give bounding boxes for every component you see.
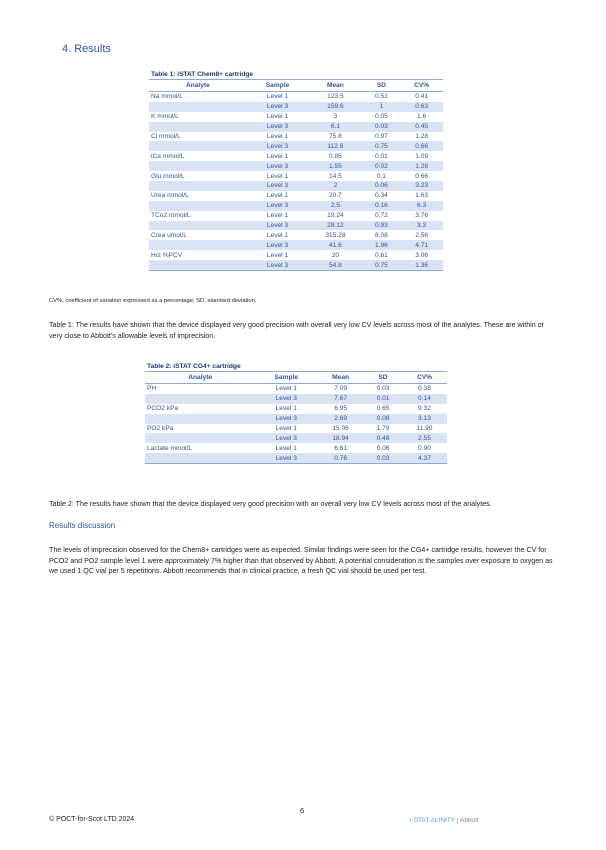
table-cell	[145, 453, 255, 463]
table-caption: Table 2: iSTAT CG4+ cartridge	[145, 363, 447, 372]
table-cell: 20	[331, 251, 340, 259]
table-cell: 1.79	[376, 425, 390, 432]
column-header: SD	[364, 372, 402, 384]
table-row	[149, 92, 443, 102]
table-cell: 3.23	[400, 181, 443, 191]
table-cell	[149, 181, 247, 191]
table-cell: Level 3	[247, 221, 309, 231]
table-cell: Level 3	[247, 201, 309, 211]
column-header: Analyte	[145, 372, 255, 384]
table-cell: Level 1	[275, 425, 297, 432]
table-cell: 0.63	[400, 102, 443, 112]
table-cell: 0.34	[374, 192, 388, 200]
table-cell: 2.69	[317, 414, 364, 424]
table-cell: Level 3	[247, 122, 309, 132]
table-cell: 1.26	[400, 161, 443, 171]
table-cell: 18.94	[317, 433, 364, 443]
table-cell: 7.09	[334, 385, 348, 393]
table-cell: 2.5	[308, 201, 362, 211]
table-cell: 0.51	[374, 93, 388, 101]
table-cell: Level 1	[266, 152, 289, 160]
cg4-results-table	[145, 363, 447, 464]
table-cell: Cl mmol/L	[151, 133, 181, 140]
table-cell: 75.8	[328, 133, 342, 140]
table-cell: 0.03	[376, 385, 390, 393]
table-cell: 0.90	[418, 444, 431, 452]
table-cell: 1	[363, 102, 401, 112]
table-row	[149, 161, 443, 171]
table-cell: Urea mmol/L	[151, 192, 189, 200]
table-cell: 11.90	[416, 425, 433, 432]
table-cell	[145, 394, 255, 404]
table-cell: 1.63	[415, 192, 429, 200]
section-heading: 4. Results	[62, 43, 111, 55]
table-cell: 0.01	[374, 152, 388, 160]
table-cell: 14.5	[328, 172, 342, 180]
column-header: CV%	[400, 80, 443, 92]
table-cell: 2	[308, 181, 362, 191]
table-cell: 9.32	[418, 405, 431, 413]
table-cell: 6.95	[334, 405, 348, 413]
table-cell: Hct %PCV	[151, 251, 183, 259]
table-cell: 0.45	[400, 122, 443, 132]
table-cell: Level 3	[247, 161, 309, 171]
results-discussion-text: The levels of imprecision observed for the Chem8+ cartridges were as expected. Similar findings were seen for the CG4+ cartridge results, however the CV for PCO2 and PO2 sample level 1 were approximately 7% higher than that observed by Abbott. A potential consideration is the samples over exposure to oxygen as we used 1 QC vial per 5 repetitions. Abbott recommends that in clinical practice, a fresh QC vial should be used per test.	[49, 546, 553, 575]
table-row	[149, 132, 443, 142]
table-cell	[149, 201, 247, 211]
table-header-row	[145, 372, 447, 384]
table-cell: 0.75	[363, 141, 401, 151]
table-cell: 0.01	[364, 394, 402, 404]
table-cell: 315.28	[325, 231, 346, 239]
table-cell: K mmol/L	[151, 113, 179, 121]
table-row	[149, 171, 443, 181]
table-cell: 0.41	[415, 93, 429, 101]
table-cell: 0.61	[374, 251, 388, 259]
table-cell: Level 3	[247, 141, 309, 151]
table-row	[145, 394, 447, 404]
table-cell: Level 1	[266, 231, 289, 239]
table1-summary: Table 1: The results have shown that the device displayed very good precision with overall very low CV levels across most of the analytes. These are within or very close to Abbott's allowable levels of imprecision.	[49, 321, 544, 340]
table-header-row	[149, 80, 443, 92]
table-cell: 0.06	[363, 181, 401, 191]
table-cell: Level 3	[247, 260, 309, 270]
table-cell: Glu mmol/L	[151, 172, 185, 180]
table-cell	[149, 141, 247, 151]
column-header: CV%	[402, 372, 447, 384]
column-header: Analyte	[149, 80, 247, 92]
table-cell: Na mmol/L	[151, 93, 183, 101]
column-header: Sample	[255, 372, 317, 384]
table-cell: 6.1	[308, 122, 362, 132]
table-cell: Level 3	[247, 240, 309, 250]
table-cell: PO2 kPa	[147, 425, 174, 432]
table-cell: 0.72	[374, 212, 388, 220]
table-row	[149, 151, 443, 161]
column-header: Sample	[247, 80, 309, 92]
table-row	[149, 211, 443, 221]
table-footnote: CV%, coefficient of variation expressed as a percentage; SD, standard deviation.	[49, 298, 257, 304]
table-cell	[149, 161, 247, 171]
column-header: Mean	[317, 372, 364, 384]
table-row	[149, 191, 443, 201]
table-row	[145, 404, 447, 414]
table-cell: 2.56	[415, 231, 429, 239]
table-cell: iCa mmol/L	[151, 152, 185, 160]
table-cell: 4.37	[402, 453, 447, 463]
table-cell: Level 1	[275, 405, 297, 413]
table-row	[149, 260, 443, 270]
table-cell: 0.76	[317, 453, 364, 463]
results-discussion-heading: Results discussion	[49, 521, 116, 530]
table-cell: 0.16	[363, 201, 401, 211]
table-row	[149, 240, 443, 250]
table-cell: Level 1	[266, 113, 289, 121]
table-cell: Level 3	[247, 102, 309, 112]
table-row	[149, 112, 443, 122]
table-cell: 28.12	[308, 221, 362, 231]
table-cell: 8.08	[374, 231, 388, 239]
table-cell: Lactate mmol/L	[147, 444, 193, 452]
table-cell: 0.97	[374, 133, 388, 140]
table-row	[145, 414, 447, 424]
table-cell: Level 3	[247, 181, 309, 191]
table-cell: 20.7	[328, 192, 342, 200]
table-row	[145, 433, 447, 443]
table2-summary: Table 2: The results have shown that the device displayed very good precision with an overall very low CV levels across most of the analytes.	[49, 500, 492, 508]
table-cell: Level 1	[266, 212, 289, 220]
table-cell: 1.09	[415, 152, 429, 160]
table-row	[149, 122, 443, 132]
table-cell: 1.36	[400, 260, 443, 270]
table-cell: 0.02	[363, 161, 401, 171]
table-cell: 1.55	[308, 161, 362, 171]
table-cell: 7.67	[317, 394, 364, 404]
table-cell: 0.08	[364, 414, 402, 424]
table-cell: 1.6	[417, 113, 427, 121]
brand-logo	[410, 817, 479, 824]
table-cell: 0.93	[363, 221, 401, 231]
table-cell: Level 1	[275, 444, 297, 452]
table-cell: 0.06	[376, 444, 390, 452]
table-cell: TCo2 mmol/L	[151, 212, 191, 220]
table-cell: Level 1	[266, 93, 289, 101]
table-cell: 19.24	[327, 212, 344, 220]
table-cell: Level 1	[266, 251, 289, 259]
table-cell: Level 1	[266, 192, 289, 200]
table-row	[149, 201, 443, 211]
brand-company: Abbott	[459, 817, 479, 824]
table-cell: 112.8	[308, 141, 362, 151]
table-cell: 0.48	[364, 433, 402, 443]
column-header: SD	[363, 80, 401, 92]
table-cell: PH	[147, 385, 157, 393]
table-cell: 4.71	[400, 240, 443, 250]
column-header: Mean	[308, 80, 362, 92]
table-cell: 41.6	[308, 240, 362, 250]
table-row	[149, 221, 443, 231]
brand-separator: |	[455, 817, 460, 824]
table-cell: 0.05	[374, 113, 388, 121]
table-cell: 0.03	[364, 453, 402, 463]
table-cell: 0.85	[328, 152, 342, 160]
table-cell: Level 3	[255, 414, 317, 424]
table-cell	[145, 414, 255, 424]
table-cell: Level 3	[255, 453, 317, 463]
table-cell: 6.61	[334, 444, 348, 452]
table-cell	[149, 221, 247, 231]
table-cell: Level 3	[255, 394, 317, 404]
table-cell: 0.66	[400, 141, 443, 151]
table-row	[149, 250, 443, 260]
table-cell: 0.66	[415, 172, 429, 180]
table-cell: 0.03	[363, 122, 401, 132]
brand-product: i-STAT ALINITY	[410, 817, 456, 824]
table-cell	[145, 433, 255, 443]
table-cell: 54.8	[308, 260, 362, 270]
table-row	[145, 424, 447, 434]
table-cell: 2.55	[402, 433, 447, 443]
table-cell	[149, 102, 247, 112]
table-cell: 159.6	[308, 102, 362, 112]
table-cell: 0.1	[376, 172, 386, 180]
table-cell: 0.75	[363, 260, 401, 270]
table-cell: Level 3	[255, 433, 317, 443]
table-row	[145, 453, 447, 463]
table-cell	[149, 122, 247, 132]
table-cell: 6.3	[400, 201, 443, 211]
table-cell	[149, 240, 247, 250]
copyright-text: © POCT-for-Scot LTD 2024	[49, 816, 135, 823]
table-cell: Level 1	[266, 133, 289, 140]
table-cell: 3	[333, 113, 338, 121]
table-row	[145, 384, 447, 394]
table-cell: 123.5	[327, 93, 344, 101]
table-cell	[149, 260, 247, 270]
table-cell: PCO2 kPa	[147, 405, 179, 413]
table-row	[145, 443, 447, 453]
table-cell: Level 1	[266, 172, 289, 180]
table-cell: 0.14	[402, 394, 447, 404]
table-caption: Table 1: iSTAT Chem8+ cartridge	[149, 71, 443, 80]
table-cell: Level 1	[275, 385, 297, 393]
table-cell: 1.28	[415, 133, 429, 140]
table-row	[149, 102, 443, 112]
chem8-results-table	[149, 71, 443, 271]
table-row	[149, 230, 443, 240]
table-cell: Crea umol/L	[151, 231, 187, 239]
table-cell: 1.96	[363, 240, 401, 250]
table-row	[149, 141, 443, 151]
table-cell: 0.65	[376, 405, 390, 413]
table-cell: 3.06	[415, 251, 429, 259]
table-cell: 3.13	[402, 414, 447, 424]
page-number: 6	[300, 806, 305, 815]
table-cell: 3.76	[415, 212, 429, 220]
table-row	[149, 181, 443, 191]
table-cell: 0.38	[418, 385, 431, 393]
table-cell: 3.3	[400, 221, 443, 231]
table-cell: 15.06	[332, 425, 349, 432]
